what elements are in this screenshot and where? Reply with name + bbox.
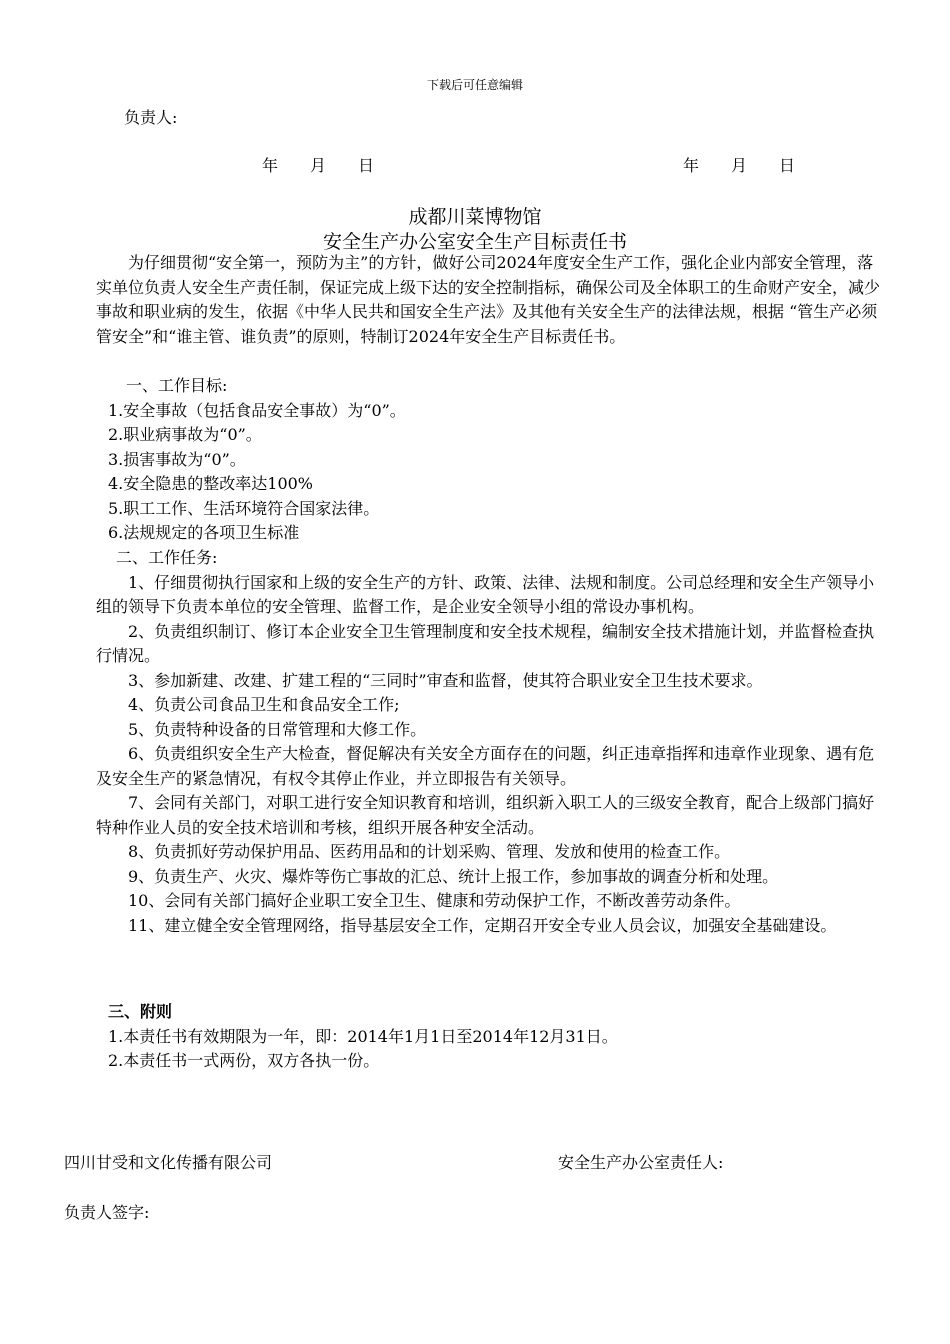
office-responsible-label: 安全生产办公室责任人: [558, 1153, 724, 1172]
date-left: 年 月 日 [262, 156, 375, 175]
doc-title: 安全生产办公室安全生产目标责任书 [322, 231, 627, 253]
org-title: 成都川菜博物馆 [408, 206, 542, 228]
task-item: 6、负责组织安全生产大检查，督促解决有关安全方面存在的问题，纠正违章指挥和违章作业现象、遇有危及安全生产的紧急情况，有权令其停止作业，并立即报告有关领导。 [96, 744, 875, 788]
date-right: 年 月 日 [683, 156, 796, 175]
task-item: 4、负责公司食品卫生和食品安全工作; [128, 695, 400, 714]
goal-item: 6.法规规定的各项卫生标准 [108, 523, 300, 542]
task-item: 3、参加新建、改建、扩建工程的“三同时”审查和监督，使其符合职业安全卫生技术要求。 [128, 670, 763, 690]
task-item: 7、会同有关部门，对职工进行安全知识教育和培训，组织新入职工人的三级安全教育，配合上级部门搞好特种作业人员的安全技术培训和考核，组织开展各种安全活动。 [96, 793, 875, 837]
intro-text: 为仔细贯彻“安全第一，预防为主”的方针，做好公司2024年度安全生产工作，强化企业内部安全管理，落实单位负责人安全生产责任制，保证完成上级下达的安全控制指标，确保公司及全体职工的生命财产安全，减少事故和职业病的发生，依据《中华人民共和国安全生产法》及其他有关安全生产的法律法规，根据 “管生产必须管安全”和“谁主管、谁负责”的原则，特制订2024年安全生产目标责任书。 [96, 253, 881, 346]
task-item: 8、负责抓好劳动保护用品、医药用品和的计划采购、管理、发放和使用的检查工作。 [128, 842, 731, 861]
responsible-label: 负责人: [124, 108, 178, 127]
task-item: 11、建立健全安全管理网络，指导基层安全工作，定期召开安全专业人员会议，加强安全基础建设。 [128, 915, 837, 935]
section-1-heading: 一、工作目标: [126, 376, 228, 395]
task-item: 10、会同有关部门搞好企业职工安全卫生、健康和劳动保护工作，不断改善劳动条件。 [128, 891, 741, 910]
goal-item: 3.损害事故为“0”。 [108, 449, 246, 469]
goal-item: 2.职业病事故为“0”。 [108, 425, 262, 444]
task-item: 5、负责特种设备的日常管理和大修工作。 [128, 719, 427, 739]
goal-item: 5.职工工作、生活环境符合国家法律。 [108, 498, 380, 518]
signature-label: 负责人签字: [64, 1203, 150, 1222]
section-2-heading: 二、工作任务: [116, 548, 218, 567]
section-tasks [96, 546, 886, 938]
section-appendix [96, 1000, 886, 1074]
task-item: 9、负责生产、火灾、爆炸等伤亡事故的汇总、统计上报工作，参加事故的调查分析和处理。 [128, 866, 779, 886]
header-note: 下载后可任意编辑 [426, 78, 523, 92]
task-item: 2、负责组织制订、修订本企业安全卫生管理制度和安全技术规程，编制安全技术措施计划，并监督检查执行情况。 [96, 621, 875, 665]
appendix-item: 1.本责任书有效期限为一年，即：2014年1月1日至2014年12月31日。 [108, 1026, 618, 1046]
goal-item: 1.安全事故（包括食品安全事故）为“0”。 [108, 400, 406, 420]
section-goals [96, 374, 886, 546]
task-item: 1、仔细贯彻执行国家和上级的安全生产的方针、政策、法律、法规和制度。公司总经理和安全生产领导小组的领导下负责本单位的安全管理、监督工作，是企业安全领导小组的常设办事机构。 [96, 572, 875, 616]
goal-item: 4.安全隐患的整改率达100% [108, 474, 314, 493]
section-3-heading: 三、附则 [108, 1002, 173, 1021]
appendix-item: 2.本责任书一式两份，双方各执一份。 [108, 1051, 380, 1070]
intro-paragraph [96, 251, 886, 349]
company-name: 四川甘受和文化传播有限公司 [64, 1153, 273, 1172]
